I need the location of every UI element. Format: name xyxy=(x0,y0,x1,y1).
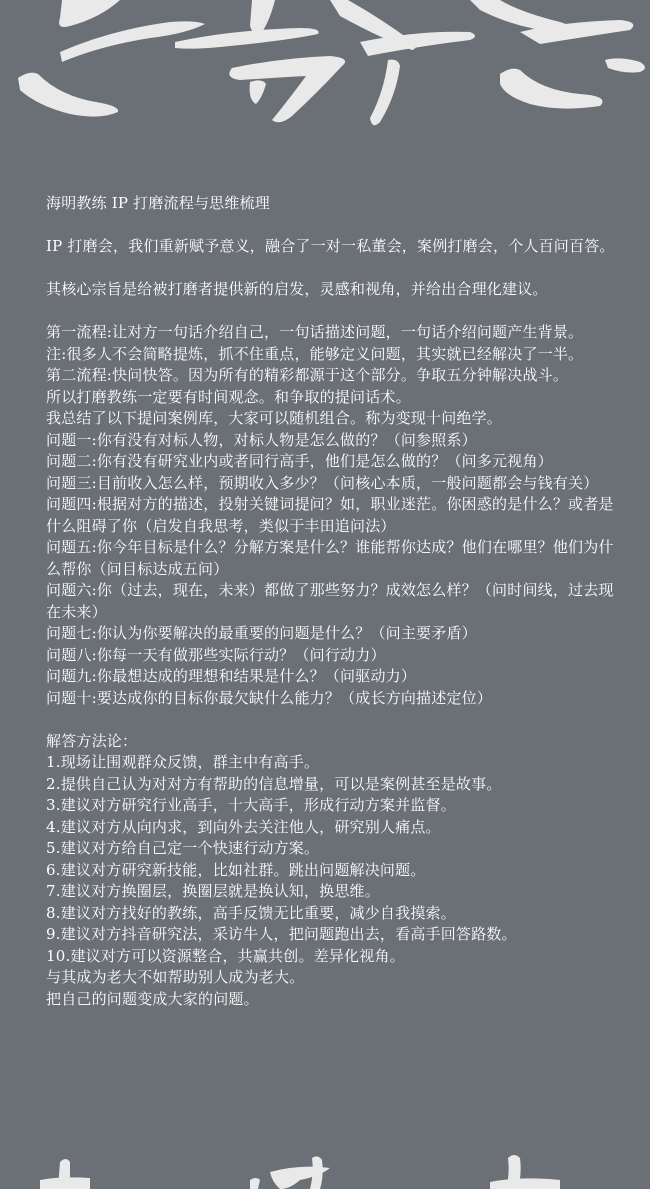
method-item: 9.建议对方抖音研究法，采访牛人，把问题跑出去，看高手回答路数。 xyxy=(46,925,517,943)
closing-line: 把自己的问题变成大家的问题。 xyxy=(46,989,259,1008)
core-paragraph: 其核心宗旨是给被打磨者提供新的启发，灵感和视角，并给出合理化建议。 xyxy=(46,280,548,298)
method-item: 3.建议对方研究行业高手，十大高手，形成行动方案并监督。 xyxy=(46,796,456,814)
method-item: 2.提供自己认为对对方有帮助的信息增量，可以是案例甚至是故事。 xyxy=(46,774,502,793)
method-item: 5.建议对方给自己定一个快速行动方案。 xyxy=(46,839,320,857)
process-line: 所以打磨教练一定要有时间观念。和争取的提问话术。 xyxy=(46,387,411,406)
question-line: 问题五:你今年目标是什么？分解方案是什么？谁能帮你达成？他们在哪里？他们为什么帮你（问目标达成五问） xyxy=(46,538,614,578)
question-line: 问题四:根据对方的描述，投射关键词提问？如，职业迷茫。你困惑的是什么？或者是什么阻碍了你（启发自我思考，类似于丰田追问法） xyxy=(46,495,614,535)
method-item: 1.现场让围观群众反馈，群主中有高手。 xyxy=(46,753,320,771)
question-line: 问题三:目前收入怎么样，预期收入多少？（问核心本质，一般问题都会与钱有关） xyxy=(46,473,599,492)
method-item: 7.建议对方换圈层，换圈层就是换认知，换思维。 xyxy=(46,882,380,900)
intro-paragraph: IP 打磨会，我们重新赋予意义，融合了一对一私董会，案例打磨会，个人百问百答。 xyxy=(46,237,615,255)
closing-line: 与其成为老大不如帮助别人成为老大。 xyxy=(46,968,305,986)
process-line: 我总结了以下提问案例库，大家可以随机组合。称为变现十问绝学。 xyxy=(46,409,503,427)
methods-title: 解答方法论： xyxy=(46,731,138,750)
question-line: 问题六:你（过去，现在，未来）都做了那些努力？成效怎么样？（问时间线，过去现在未来） xyxy=(46,581,614,621)
article-body xyxy=(46,193,616,1010)
question-line: 问题十:要达成你的目标你最欠缺什么能力？（成长方向描述定位） xyxy=(46,688,493,707)
question-line: 问题二:你有没有研究业内或者同行高手，他们是怎么做的？（问多元视角） xyxy=(46,452,553,470)
method-item: 10.建议对方可以资源整合，共赢共创。差异化视角。 xyxy=(46,946,405,965)
method-item: 8.建议对方找好的教练，高手反馈无比重要，减少自我摸索。 xyxy=(46,903,456,922)
question-line: 问题八:你每一天有做那些实际行动？（问行动力） xyxy=(46,645,386,664)
calligraphy-decoration-top xyxy=(0,0,650,140)
question-line: 问题七:你认为你要解决的最重要的问题是什么？（问主要矛盾） xyxy=(46,624,477,642)
question-line: 问题一:你有没有对标人物，对标人物是怎么做的？（问参照系） xyxy=(46,430,477,449)
process-line: 第一流程:让对方一句话介绍自己，一句话描述问题，一句话介绍问题产生背景。 xyxy=(46,323,584,341)
calligraphy-decoration-bottom xyxy=(0,1150,650,1189)
process-line: 注:很多人不会简略提炼，抓不住重点，能够定义问题，其实就已经解决了一半。 xyxy=(46,344,584,363)
process-line: 第二流程:快问快答。因为所有的精彩都源于这个部分。争取五分钟解决战斗。 xyxy=(46,366,569,384)
question-line: 问题九:你最想达成的理想和结果是什么？（问驱动力） xyxy=(46,667,417,685)
method-item: 6.建议对方研究新技能，比如社群。跳出问题解决问题。 xyxy=(46,860,426,879)
method-item: 4.建议对方从向内求，到向外去关注他人，研究别人痛点。 xyxy=(46,817,441,836)
article-title: 海明教练 IP 打磨流程与思维梳理 xyxy=(46,194,270,212)
